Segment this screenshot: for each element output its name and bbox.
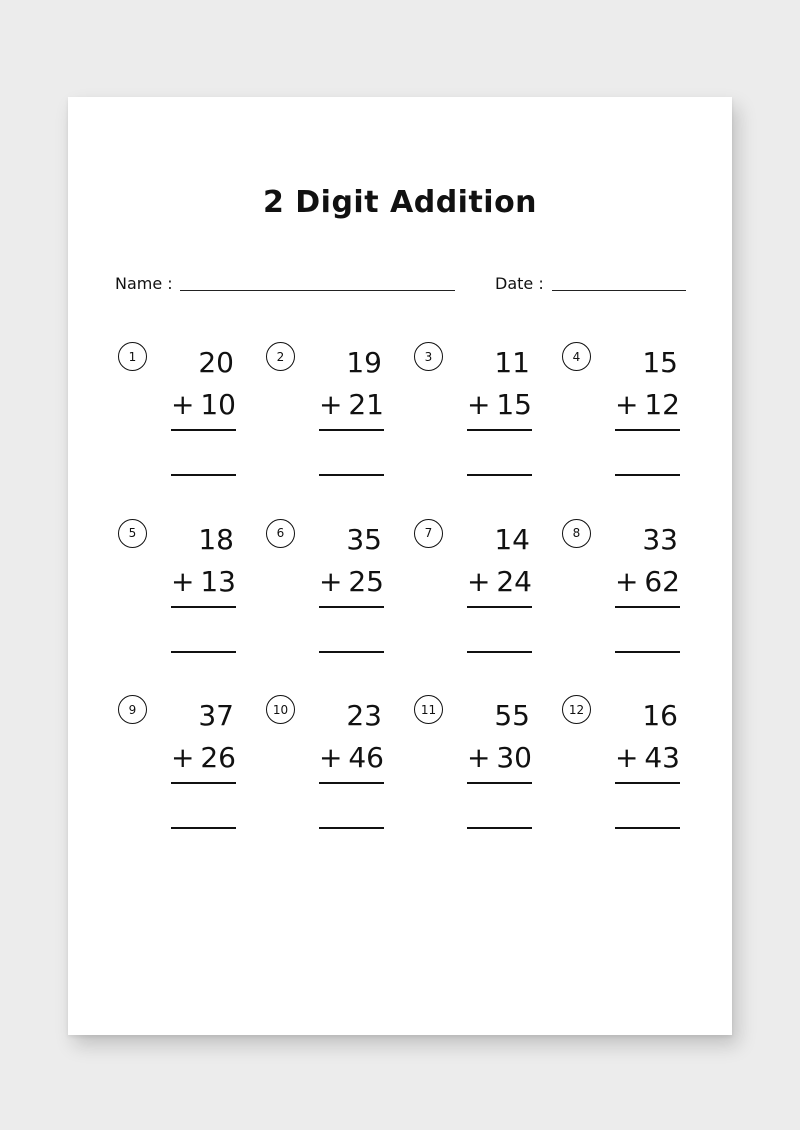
addition-problem — [562, 342, 710, 519]
problem-number-badge: 4 — [562, 342, 591, 371]
addition-problem — [118, 519, 266, 696]
top-addend: 33 — [642, 522, 678, 556]
answer-line[interactable] — [615, 651, 680, 653]
sum-line — [171, 429, 236, 431]
answer-line[interactable] — [319, 651, 384, 653]
top-addend: 55 — [494, 699, 530, 732]
addition-problem — [118, 695, 266, 872]
plus-sign: + — [171, 741, 195, 774]
bottom-addend: 21 — [348, 388, 384, 421]
sum-line — [615, 606, 680, 608]
date-label: Date : — [495, 274, 544, 293]
sum-line — [467, 782, 532, 784]
top-addend: 20 — [198, 346, 234, 379]
bottom-addend: 15 — [496, 388, 532, 421]
answer-line[interactable] — [319, 474, 384, 476]
bottom-row — [319, 741, 384, 774]
plus-sign: + — [467, 388, 491, 421]
answer-line[interactable] — [171, 827, 236, 829]
plus-sign: + — [171, 388, 195, 421]
answer-line[interactable] — [615, 827, 680, 829]
addition-problem — [414, 519, 562, 696]
sum-line — [319, 429, 384, 431]
top-addend: 14 — [494, 522, 530, 556]
addition-problem — [414, 342, 562, 519]
bottom-addend: 13 — [200, 564, 236, 598]
sum-line — [467, 429, 532, 431]
name-label: Name : — [115, 274, 173, 293]
top-addend: 16 — [642, 699, 678, 732]
bottom-row — [319, 565, 384, 598]
bottom-addend: 43 — [644, 741, 680, 774]
plus-sign: + — [319, 564, 343, 598]
sum-line — [319, 606, 384, 608]
addition-problem — [266, 342, 414, 519]
bottom-row — [467, 741, 532, 774]
sum-line — [319, 782, 384, 784]
addition-problem — [266, 695, 414, 872]
addition-problem — [562, 695, 710, 872]
bottom-addend: 30 — [496, 741, 532, 774]
bottom-row — [615, 388, 680, 421]
worksheet-page — [68, 97, 732, 1035]
top-addend: 23 — [346, 699, 382, 732]
problem-number-badge: 6 — [266, 519, 295, 548]
plus-sign: + — [171, 564, 195, 598]
problem-number-badge: 8 — [562, 519, 591, 548]
bottom-row — [467, 388, 532, 421]
plus-sign: + — [319, 388, 343, 421]
addition-problem — [118, 342, 266, 519]
answer-line[interactable] — [467, 474, 532, 476]
bottom-row — [171, 388, 236, 421]
plus-sign: + — [615, 564, 639, 598]
sum-line — [171, 782, 236, 784]
addition-problem — [562, 519, 710, 696]
answer-line[interactable] — [171, 651, 236, 653]
addition-problem — [266, 519, 414, 696]
top-addend: 18 — [198, 522, 234, 556]
bottom-addend: 25 — [348, 564, 384, 598]
problem-grid — [118, 342, 710, 872]
bottom-addend: 62 — [644, 564, 680, 598]
problem-number-badge: 11 — [414, 695, 443, 724]
top-addend: 15 — [642, 346, 678, 379]
plus-sign: + — [319, 741, 343, 774]
problem-number-badge: 2 — [266, 342, 295, 371]
bottom-row — [467, 565, 532, 598]
answer-line[interactable] — [615, 474, 680, 476]
bottom-row — [171, 565, 236, 598]
sum-line — [171, 606, 236, 608]
top-addend: 37 — [198, 699, 234, 732]
problem-number-badge: 9 — [118, 695, 147, 724]
plus-sign: + — [467, 741, 491, 774]
sum-line — [615, 429, 680, 431]
problem-number-badge: 1 — [118, 342, 147, 371]
plus-sign: + — [615, 741, 639, 774]
bottom-addend: 26 — [200, 741, 236, 774]
date-line[interactable] — [552, 290, 686, 291]
bottom-addend: 24 — [496, 564, 532, 598]
addition-problem — [414, 695, 562, 872]
problem-number-badge: 12 — [562, 695, 591, 724]
top-addend: 19 — [346, 346, 382, 379]
top-addend: 35 — [346, 522, 382, 556]
plus-sign: + — [467, 564, 491, 598]
answer-line[interactable] — [319, 827, 384, 829]
worksheet-title: 2 Digit Addition — [262, 185, 538, 220]
problem-number-badge: 5 — [118, 519, 147, 548]
plus-sign: + — [615, 388, 639, 421]
name-line[interactable] — [180, 290, 455, 291]
answer-line[interactable] — [467, 827, 532, 829]
bottom-addend: 46 — [348, 741, 384, 774]
bottom-addend: 10 — [200, 388, 236, 421]
bottom-row — [615, 565, 680, 598]
problem-number-badge: 3 — [414, 342, 443, 371]
answer-line[interactable] — [171, 474, 236, 476]
bottom-row — [615, 741, 680, 774]
bottom-row — [319, 388, 384, 421]
sum-line — [615, 782, 680, 784]
top-addend: 11 — [494, 346, 530, 379]
answer-line[interactable] — [467, 651, 532, 653]
bottom-addend: 12 — [644, 388, 680, 421]
problem-number-badge: 7 — [414, 519, 443, 548]
problem-number-badge: 10 — [266, 695, 295, 724]
sum-line — [467, 606, 532, 608]
bottom-row — [171, 741, 236, 774]
